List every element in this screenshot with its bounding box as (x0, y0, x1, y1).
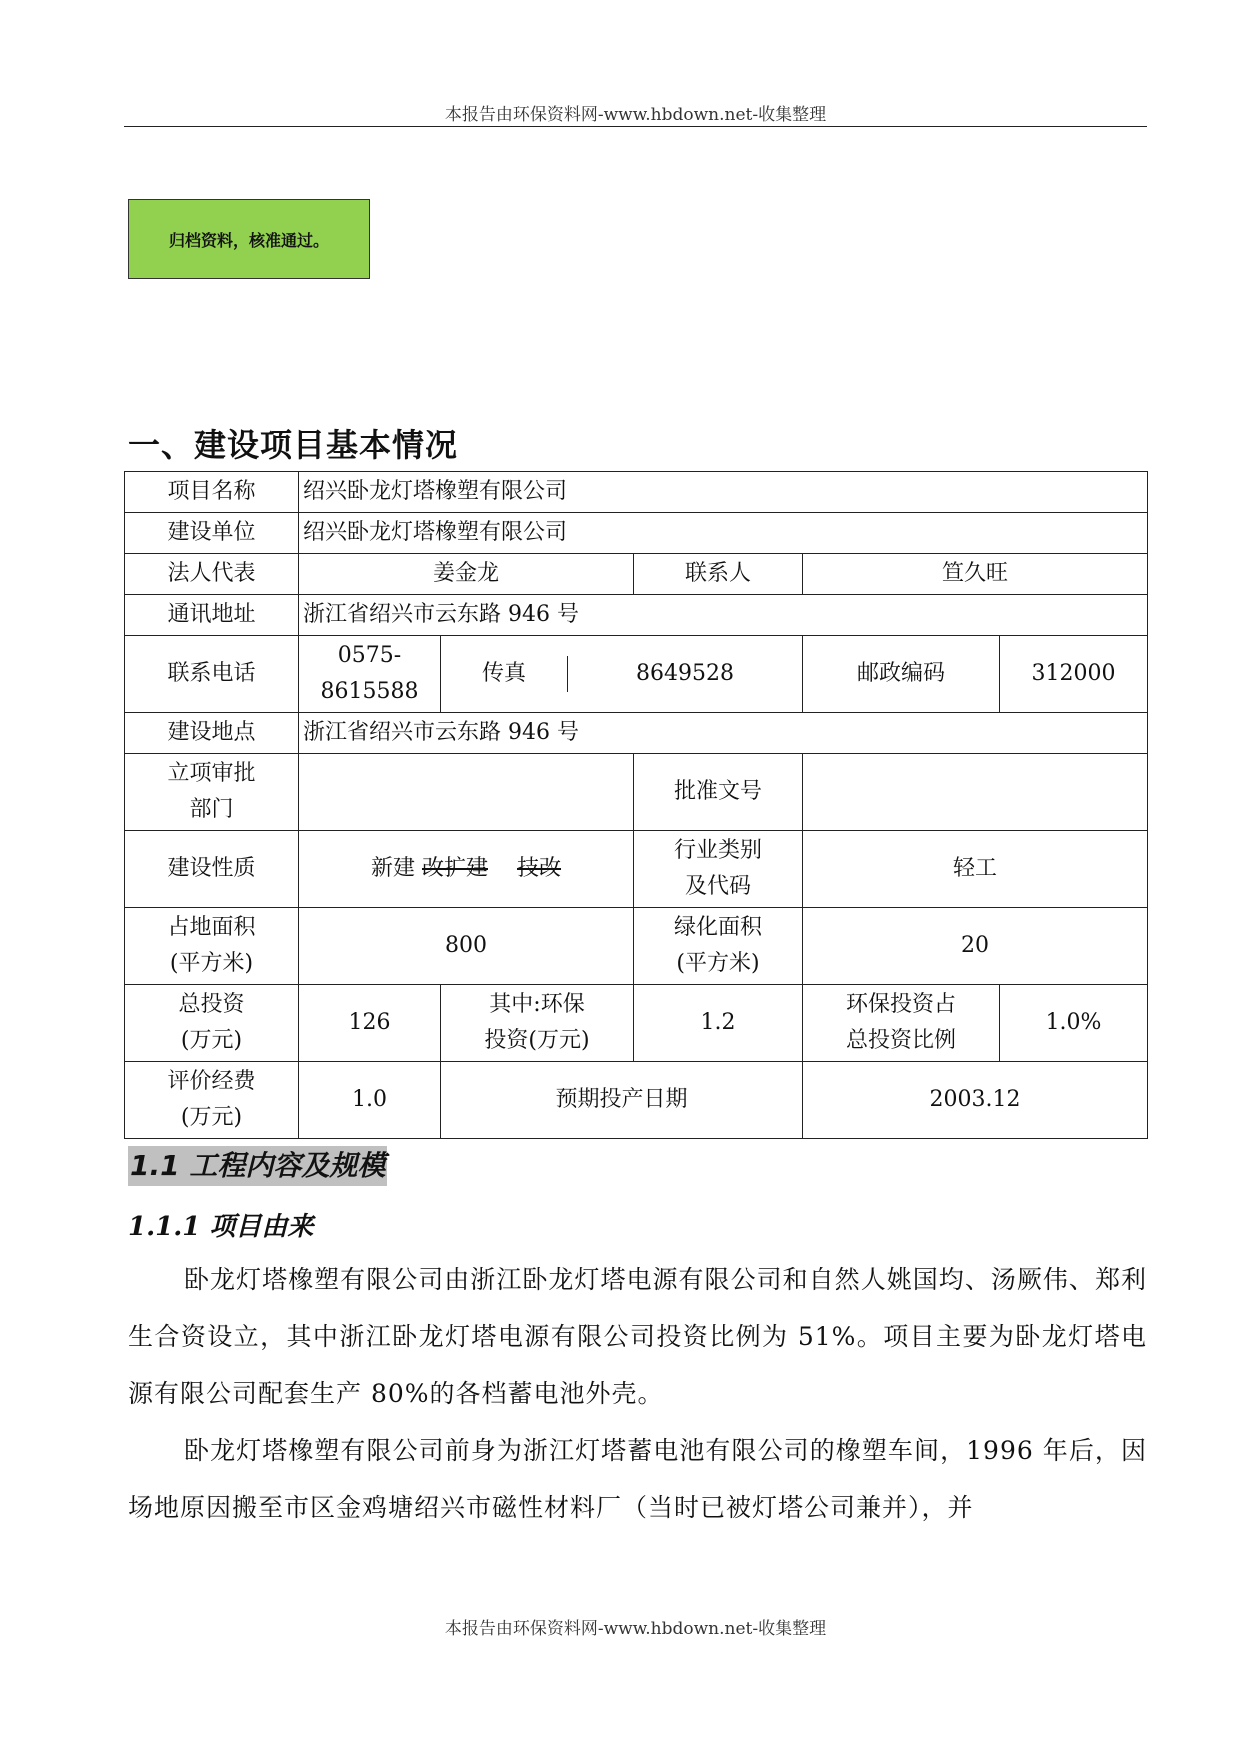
green-value: 20 (803, 908, 1148, 985)
legal-rep-label: 法人代表 (125, 554, 299, 595)
label-line: 评价经费 (167, 1069, 256, 1094)
nature-expand: 改扩建 (421, 856, 488, 881)
phone-value: 0575-8615588 (299, 636, 441, 713)
label-line: (平方米) (676, 951, 760, 976)
area-value: 800 (299, 908, 634, 985)
env-invest-value: 1.2 (634, 985, 803, 1062)
ratio-label (803, 985, 1000, 1062)
label-line: (万元) (180, 1105, 243, 1130)
table-row (125, 1062, 1148, 1139)
industry-label (634, 831, 803, 908)
nature-label: 建设性质 (125, 831, 299, 908)
industry-value: 轻工 (803, 831, 1148, 908)
table-row (125, 985, 1148, 1062)
header-rule (124, 126, 1147, 127)
env-invest-label (441, 985, 634, 1062)
label-line: 绿化面积 (673, 915, 762, 940)
postcode-label: 邮政编码 (803, 636, 1000, 713)
table-row (125, 513, 1148, 554)
site-label: 建设地点 (125, 713, 299, 754)
section-title: 一、建设项目基本情况 (128, 426, 459, 464)
label-line: 及代码 (684, 874, 751, 899)
page-footer: 本报告由环保资料网-www.hbdown.net-收集整理 (444, 1619, 827, 1639)
fax-cell (441, 636, 803, 713)
table-row (125, 713, 1148, 754)
label-line: 部门 (189, 797, 234, 822)
paragraph: 卧龙灯塔橡塑有限公司由浙江卧龙灯塔电源有限公司和自然人姚国均、汤厥伟、郑利生合资设立，其中浙江卧龙灯塔电源有限公司投资比例为 51%。项目主要为卧龙灯塔电源有限公司配套生产 80%的各档蓄电池外壳。 (128, 1265, 1147, 1408)
nature-value (299, 831, 634, 908)
builder-value: 绍兴卧龙灯塔橡塑有限公司 (299, 513, 1148, 554)
nature-tech: 技改 (517, 856, 562, 881)
approval-dept-label (125, 754, 299, 831)
label-line: 投资(万元) (484, 1028, 590, 1053)
green-label (634, 908, 803, 985)
label-line: 行业类别 (673, 838, 762, 863)
address-value: 浙江省绍兴市云东路 946 号 (299, 595, 1148, 636)
table-row (125, 908, 1148, 985)
legal-rep-value: 姜金龙 (299, 554, 634, 595)
table-row (125, 554, 1148, 595)
project-name-label: 项目名称 (125, 472, 299, 513)
page-header: 本报告由环保资料网-www.hbdown.net-收集整理 (444, 105, 827, 125)
label-line: 环保投资占 (845, 992, 956, 1017)
project-name-value: 绍兴卧龙灯塔橡塑有限公司 (299, 472, 1148, 513)
nature-new: 新建 (370, 856, 415, 881)
label-line: 占地面积 (167, 915, 256, 940)
fax-value: 8649528 (636, 661, 734, 686)
eval-fee-label (125, 1062, 299, 1139)
table-row (125, 636, 1148, 713)
approval-no-value (803, 754, 1148, 831)
project-info-table (124, 471, 1148, 1139)
eval-fee-value: 1.0 (299, 1062, 441, 1139)
invest-value: 126 (299, 985, 441, 1062)
label-line: 总投资比例 (845, 1028, 956, 1053)
site-value: 浙江省绍兴市云东路 946 号 (299, 713, 1148, 754)
postcode-value: 312000 (1000, 636, 1148, 713)
address-label: 通讯地址 (125, 595, 299, 636)
prod-date-value: 2003.12 (803, 1062, 1148, 1139)
table-row (125, 831, 1148, 908)
ratio-value: 1.0% (1000, 985, 1148, 1062)
label-line: 总投资 (178, 992, 245, 1017)
label-line: (平方米) (169, 951, 254, 976)
label-line: 立项审批 (167, 761, 256, 786)
approval-dept-value (299, 754, 634, 831)
approval-stamp (128, 199, 370, 279)
area-label (125, 908, 299, 985)
paragraph: 卧龙灯塔橡塑有限公司前身为浙江灯塔蓄电池有限公司的橡塑车间，1996 年后，因场地原因搬至市区金鸡塘绍兴市磁性材料厂（当时已被灯塔公司兼并），并 (128, 1436, 1147, 1522)
approval-no-label: 批准文号 (634, 754, 803, 831)
contact-label: 联系人 (634, 554, 803, 595)
prod-date-label: 预期投产日期 (441, 1062, 803, 1139)
label-line: 其中:环保 (489, 992, 585, 1017)
fax-label: 传真 (441, 656, 568, 692)
table-row (125, 595, 1148, 636)
subsubsection-title: 1.1.1 项目由来 (128, 1212, 314, 1242)
table-row (125, 754, 1148, 831)
subsection-title: 1.1 工程内容及规模 (128, 1146, 387, 1186)
builder-label: 建设单位 (125, 513, 299, 554)
table-row (125, 472, 1148, 513)
label-line: (万元) (180, 1028, 243, 1053)
invest-label (125, 985, 299, 1062)
contact-value: 笪久旺 (803, 554, 1148, 595)
stamp-text: 归档资料，核准通过。 (168, 230, 329, 250)
phone-label: 联系电话 (125, 636, 299, 713)
